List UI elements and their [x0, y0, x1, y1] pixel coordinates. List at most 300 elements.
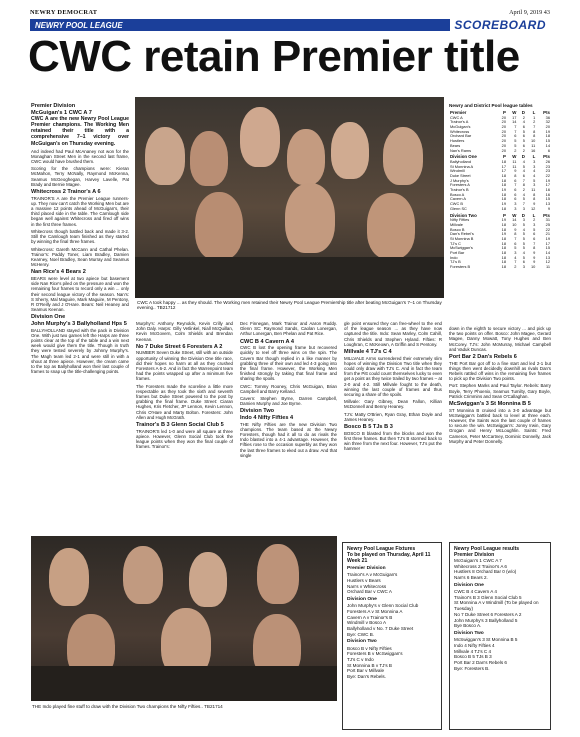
- paragraph: The Foresters made the scoreline a little more respectable as they took the sixth and seventh frames but Duke Street powered to the post by grabbing the final frame. Duke Street: Ciaran Hughes, Kris Fletcher, JP Lennon, Kevin Lennon, Chris O'Hare and Marty Bolton. Foresters: John Allen and Hugh McGrath.: [136, 383, 233, 420]
- results-box: [449, 542, 551, 730]
- team-name: Windmill: [450, 169, 465, 174]
- table-cell: 18: [501, 227, 506, 232]
- table-cell: 5: [522, 222, 525, 227]
- paragraph: Scoring for the champions were: Kieran McMahon, Terry McNally, Raymond McKenna, Seamus McGeoghegan, Harvey Lavelle, Pat Brady and Bernie Magee.: [31, 166, 129, 187]
- paragraph: Millvale: Gary Gibney, Dean Fallon, Killian McDonnell and Benny Heaney.: [344, 399, 442, 410]
- table-cell: 18: [501, 206, 506, 211]
- table-cell: 9: [533, 251, 536, 256]
- top-team-photo: [135, 97, 444, 298]
- lead-paragraph: CWC A are the new Newry Pool League Premier champions. The Working Men retained their title with a comprehensive 7–1 victory over McGuigan's on Thursday evening.: [31, 116, 129, 147]
- team-name: Orchard Bar: [450, 134, 472, 139]
- team-name: Nifty Fifties: [450, 218, 470, 223]
- table-cell: 5: [522, 236, 525, 241]
- section-heading: Whitecross 2 Trainor's A 6: [31, 189, 101, 196]
- column-header: D: [521, 110, 525, 115]
- table-cell: 20: [501, 139, 506, 144]
- table-cell: 4: [514, 255, 517, 260]
- table-cell: 17: [545, 241, 550, 246]
- column-header: Pts: [543, 212, 550, 218]
- bottom-team-photo: [31, 536, 337, 701]
- paragraph: Port: Stephen Marks and Paul Taylor. Rebels: Barry Boyle, Terry Phoenix, Seamus Tumilty, Gary Boyle, Patrick Crimmins and Sean O'Callaghan.: [449, 383, 551, 399]
- team-name: CWC B: [450, 202, 463, 207]
- table-cell: 19: [501, 232, 506, 237]
- column-header: P: [503, 212, 506, 218]
- table-cell: 5: [522, 129, 525, 134]
- section-heading: John Murphy's 3 Ballyholland Hps 5: [31, 320, 127, 327]
- table-cell: 26: [545, 159, 550, 164]
- table-cell: 11: [512, 159, 517, 164]
- box-line: Bye: CWC B.: [347, 631, 375, 637]
- table-cell: 4: [522, 169, 525, 174]
- table-cell: 3: [533, 164, 536, 169]
- team-name: Millvale: [450, 222, 463, 227]
- table-cell: 6: [522, 134, 525, 139]
- paragraph: Cavern: Stephen Byrne, Darren Campbell, Damien Murphy and Joe Byrne.: [240, 396, 337, 407]
- table-cell: 9: [533, 255, 536, 260]
- table-cell: 4: [522, 227, 525, 232]
- table-cell: 6: [533, 236, 536, 241]
- team-name: Dan's Rebel's: [450, 232, 474, 237]
- article-column-4: [344, 321, 442, 536]
- paragraph: BEARS were level at two apiece but basement side Nan Rice's piled on the pressure and won the remaining four frames to record only a win ... only their second league victory of the season. Nan's: S Sherry, Mal Maguire, Mark Maguire, M Pentony, R O'Reilly and J O'Hare. Bears: Neil Heaney and Seamus Keenan.: [31, 275, 129, 313]
- box-section-heading: Division Two: [347, 639, 377, 645]
- section-heading: McGuigan's 1 CWC A 7: [31, 109, 92, 116]
- table-cell: 10: [512, 222, 517, 227]
- column-header: L: [532, 154, 536, 160]
- box-line: Indo 4 Nifty Fifties 4: [454, 642, 495, 648]
- table-cell: 10: [531, 265, 536, 270]
- table-cell: 18: [501, 222, 506, 227]
- column-header: Pts: [543, 110, 550, 115]
- paragraph: ST Monnina B cruised into a 3-0 advantage but McSwiggan's battled back to level at three each. However, the Saints won the last couple of frames to secure the win. McSwiggan's: Jonny Irwin, Gary Grogan and Henry McLoughlin. Saints: Fred Cameron, Peter McCartney, Dominic Donnelly, Jack Murphy and Peter Donnelly.: [449, 407, 551, 444]
- box-title: Premier Division: [454, 552, 495, 558]
- section-heading: Millvale 4 TJ's C 4: [344, 349, 392, 356]
- section-heading: Nan Rice's 4 Bears 2: [31, 269, 86, 276]
- table-cell: 3: [522, 265, 525, 270]
- table-cell: 5: [514, 139, 517, 144]
- column-header: L: [532, 212, 536, 218]
- table-cell: 20: [501, 143, 506, 148]
- box-line: Foresters B v McSwiggan's: [347, 651, 403, 657]
- section-banner: [30, 19, 550, 31]
- section-heading: CWC B 4 Cavern A 4: [240, 338, 294, 345]
- box-line: Cavern A v Trainor's B: [347, 614, 393, 620]
- tables-title: Newry and District Pool league tables: [449, 103, 533, 108]
- box-line: TJ's C v Indo: [347, 657, 374, 663]
- section-label: NEWRY POOL LEAGUE: [35, 20, 123, 30]
- table-cell: 18: [501, 159, 506, 164]
- table-cell: 6: [522, 143, 525, 148]
- column-header: Pts: [543, 154, 550, 160]
- table-cell: 14: [545, 143, 550, 148]
- box-line: Nan's 6 Bears 2.: [454, 575, 488, 581]
- table-cell: 19: [545, 129, 550, 134]
- table-cell: 16: [531, 148, 536, 153]
- table-cell: 2: [514, 265, 517, 270]
- table-cell: 13: [545, 202, 550, 207]
- box-line: John Murphy's 3 Ballyholland 5: [454, 617, 518, 623]
- table-cell: 7: [514, 260, 517, 265]
- table-cell: 6: [522, 125, 525, 129]
- table-cell: 20: [501, 129, 506, 134]
- box-section-heading: Division One: [347, 597, 377, 603]
- top-photo-caption: CWC A took happy ... as they should. The Working men retained their Newry Pool League Premiership title after beating McGuigan's 7–1 on Thursday evening.. TB21712: [137, 300, 442, 311]
- column-header: W: [512, 154, 517, 160]
- paragraph: BOSCO B blasted from the blocks and won the first three frames. But then TJ's B stormed back to win three from the next four. However, TJ's put the hammer: [344, 430, 442, 452]
- table-cell: 9: [533, 202, 536, 207]
- table-cell: 12: [531, 206, 536, 211]
- table-cell: 18: [501, 178, 506, 183]
- table-cell: 5: [522, 139, 525, 144]
- box-section-heading: Premier Division: [347, 566, 386, 571]
- section-heading: No 7 Duke Street 6 Foresters A 2: [136, 343, 223, 350]
- table-cell: 6: [522, 260, 525, 265]
- table-cell: 7: [514, 236, 517, 241]
- table-cell: 7: [533, 241, 536, 246]
- team-name: Ballyholland: [450, 159, 471, 164]
- table-cell: 15: [545, 246, 550, 251]
- paragraph: CWC B lost the opening frame but recovered quickly to reel off three wins on the spin. The Cavern Bar though replied in a like manner by grabbing three of their own and led 4-3 going into the final frame. However, the Working Men finished strongly by taking that final frame and sharing the spoils.: [240, 345, 337, 382]
- table-cell: 31: [545, 218, 550, 223]
- table-cell: 6: [514, 134, 517, 139]
- box-line: McGuigan's 1 CWC A 7: [454, 558, 502, 563]
- section-heading: Premier Division: [31, 103, 76, 109]
- table-cell: 18: [501, 265, 506, 270]
- table-cell: 1: [533, 115, 536, 120]
- table-cell: 8: [514, 232, 517, 237]
- paragraph: THE Nifty Fifties are the new Division Two champions. The team based at the Newry Foresters, though had it all to do as rivals the Indo blasted into a 4-1 advantage. However, the Fifties rose to the occasion superbly as they won the last three frames to eked out a draw. And that single: [240, 421, 337, 458]
- table-cell: 7: [514, 183, 517, 188]
- table-cell: 11: [531, 143, 536, 148]
- table-cell: 19: [545, 178, 550, 183]
- bottom-photo-caption: THE Indo played fine stuff to draw with the Division Two champions the Nifty Fifties.. TB21714: [32, 704, 223, 709]
- division-header-row: [449, 212, 551, 219]
- box-line: St Monnina B v TJ's B: [347, 662, 392, 668]
- box-line: Millvale 4 TJ's C 4: [454, 648, 492, 654]
- box-line: CWC B 4 Cavern A 4: [454, 589, 497, 595]
- table-cell: 15: [545, 139, 550, 144]
- table-cell: 16: [545, 192, 550, 197]
- table-cell: 9: [514, 227, 517, 232]
- paragraph: gle point ensured they can free-wheel to the end of the league season ... as they have now captured the title. Indo: Sean Marley, Colm Cahill, Chris Shields and Stephen Hyland. Fifties: R Loughran, C McKeown, A Griffin and S Pentony.: [344, 321, 442, 347]
- section-heading: McSwiggan's 3 St Monnina B 5: [449, 401, 531, 408]
- table-cell: 20: [501, 115, 506, 120]
- table-cell: 3: [514, 206, 517, 211]
- issue-date: April 9, 2019 43: [509, 9, 550, 16]
- table-cell: 8: [533, 192, 536, 197]
- team-name: Glenn SC: [450, 206, 467, 211]
- table-cell: 4: [533, 169, 536, 174]
- box-title: To be played on Thursday, April 11: [347, 552, 431, 558]
- table-cell: 18: [501, 260, 506, 265]
- table-cell: 9: [547, 206, 550, 211]
- column-header: D: [521, 212, 525, 218]
- table-cell: 20: [501, 120, 506, 125]
- table-cell: 20: [501, 148, 506, 153]
- article-column-2: [136, 321, 233, 536]
- table-cell: 2: [533, 120, 536, 125]
- table-cell: 11: [512, 164, 517, 169]
- team-name: Nan's Rams: [450, 148, 472, 153]
- table-cell: 5: [533, 227, 536, 232]
- table-cell: 19: [545, 236, 550, 241]
- table-cell: 36: [545, 115, 550, 120]
- section-heading: Bosco B 5 TJs B 3: [344, 424, 393, 431]
- table-cell: 6: [514, 241, 517, 246]
- table-cell: 8: [533, 246, 536, 251]
- table-cell: 16: [545, 188, 550, 193]
- table-cell: 20: [501, 125, 506, 129]
- table-row: [449, 265, 551, 270]
- box-line: Nan's v Whitecross: [347, 583, 387, 589]
- table-cell: 20: [501, 134, 506, 139]
- table-cell: 18: [545, 134, 550, 139]
- table-cell: 7: [522, 178, 525, 183]
- box-line: Orchard Bar v CWC A: [347, 589, 392, 595]
- table-cell: 19: [501, 218, 506, 223]
- table-cell: 23: [545, 164, 550, 169]
- table-cell: 21: [545, 232, 550, 237]
- table-cell: 11: [531, 188, 536, 193]
- table-cell: 2: [522, 148, 525, 153]
- table-cell: 18: [501, 255, 506, 260]
- table-cell: 6: [547, 148, 550, 153]
- table-cell: 6: [514, 178, 517, 183]
- table-cell: 5: [522, 164, 525, 169]
- team-name: CWC A: [450, 115, 463, 120]
- paragraph: down in the eighth to secure victory ... and pick up the two points on offer. Bosco: John Magee, Gerard Magee, Danny Mowatt, Tony Hughes and Ben McCorey. TJ's: John McMurray, Michael Campbell and Vaduk Duncas.: [449, 326, 551, 352]
- box-line: McSwiggan's 3 St Monnina B 5: [454, 637, 518, 643]
- table-cell: 2: [522, 115, 525, 120]
- box-section-heading: Division One: [454, 582, 484, 588]
- table-cell: 3: [522, 206, 525, 211]
- table-cell: 5: [533, 178, 536, 183]
- table-cell: 6: [514, 197, 517, 202]
- article-column-3: [240, 321, 337, 536]
- team-name: Bosco B: [450, 227, 465, 232]
- section-heading: Division One: [31, 314, 66, 321]
- table-cell: 17: [545, 183, 550, 188]
- box-title: Week 21: [347, 558, 368, 564]
- paragraph: TRAINOR'S A are the Premier League runners-up. They now can't catch the Working Men but are a massive 12 points ahead of McGuigan's, their third placed side in the table. The Camlough side began well against Whitecross and fired off wins in the first three frames.: [31, 195, 129, 227]
- table-cell: 22: [545, 227, 550, 232]
- team-name: Hustlers: [450, 139, 465, 144]
- table-cell: 6: [533, 232, 536, 237]
- table-cell: 13: [545, 255, 550, 260]
- table-cell: 14: [512, 120, 517, 125]
- table-cell: 23: [545, 169, 550, 174]
- table-cell: 5: [522, 232, 525, 237]
- table-cell: 18: [501, 251, 506, 256]
- division-header-row: [449, 153, 551, 160]
- paragraph: NUMBER Seven Duke Street, still with an outside opportunity of winning the Division One title race, did their hopes no harm at all as they crushed Foresters A 6-2. And in fact the Warrenpoint team had the points wrapped up after a minimum five frames.: [136, 350, 233, 382]
- table-cell: 20: [545, 125, 550, 129]
- table-cell: 8: [533, 197, 536, 202]
- division-header-row: [449, 109, 551, 116]
- column-header: W: [512, 212, 517, 218]
- table-cell: 14: [545, 251, 550, 256]
- box-line: No 7 Duke Street 6 Foresters A 2: [454, 611, 522, 617]
- box-line: John Murphy's v Glenn Social Club: [347, 603, 419, 609]
- fixtures-box: [342, 542, 442, 730]
- table-cell: 2: [522, 188, 525, 193]
- table-cell: 4: [522, 251, 525, 256]
- section-heading: Indo 4 Nifty Fifties 4: [240, 415, 294, 422]
- box-line: Port Bar v Millvale: [347, 668, 385, 674]
- league-tables: [449, 103, 551, 321]
- table-cell: 5: [514, 143, 517, 148]
- box-line: Hustlers v Bears: [347, 577, 381, 583]
- table-cell: 8: [533, 129, 536, 134]
- column-header: P: [503, 110, 506, 115]
- column-header: D: [521, 154, 525, 160]
- table-cell: 6: [514, 192, 517, 197]
- box-line: Hustlers 8 Orchard Bar 0 (w/o): [454, 569, 517, 575]
- team-name: Whitecross: [450, 129, 470, 134]
- division-name: Premier: [450, 110, 467, 115]
- team-name: McGuigan's: [450, 125, 471, 129]
- division-name: Division One: [450, 154, 477, 160]
- column-header: P: [503, 154, 506, 160]
- team-name: Foresters B: [450, 265, 471, 270]
- team-name: Bears: [450, 143, 461, 148]
- table-cell: 18: [501, 246, 506, 251]
- team-name: Port Bar: [450, 251, 465, 256]
- section-heading: Division Two: [240, 408, 275, 415]
- table-cell: 8: [514, 173, 517, 178]
- table-cell: 3: [533, 183, 536, 188]
- team-name: Bosco A: [450, 192, 465, 197]
- table-cell: 7: [514, 129, 517, 134]
- table-cell: 25: [545, 222, 550, 227]
- column-header: W: [512, 110, 517, 115]
- table-cell: 18: [501, 173, 506, 178]
- team-name: Duke Street: [450, 173, 471, 178]
- table-cell: 19: [501, 188, 506, 193]
- table-cell: 10: [531, 139, 536, 144]
- scoreboard-label: SCOREBOARD: [450, 18, 550, 32]
- table-cell: 4: [533, 173, 536, 178]
- box-line: Windmill v Bosco A: [347, 620, 387, 626]
- box-line: Port Bar 2 Dan's Rebels 6: [454, 659, 507, 665]
- box-line: Bye Bosco A.: [454, 623, 482, 629]
- box-line: Bye: Foresters B.: [454, 665, 490, 671]
- article-column-1: [31, 103, 129, 535]
- table-cell: 5: [522, 197, 525, 202]
- team-name: Cavern A: [450, 197, 467, 202]
- paragraph: Murphy's: Anthony Reynolds, Kevin Crilly and John Daly. Harps: Gilly Vetlinkel, Niall McQuillan, Kevin McGovern, Colm Shields and Brendan Keenan.: [136, 321, 233, 342]
- team-name: TJ's C: [450, 241, 461, 246]
- team-name: Trainor's B: [450, 188, 469, 193]
- box-line: Bosco B v Nifty Fifties: [347, 645, 392, 651]
- table-cell: 18: [501, 197, 506, 202]
- table-cell: 3: [533, 222, 536, 227]
- team-name: St Monnina A: [450, 164, 474, 169]
- table-cell: 17: [501, 164, 506, 169]
- table-cell: 18: [501, 192, 506, 197]
- paragraph: TRAINOR'S led 1-0 and were all square at three apiece. However, Glenn Social Club took the league points when they won the final couple of frames. Trainor's:: [136, 428, 233, 450]
- box-line: St Monnina A v Windmill (To be played on Tuesday): [454, 600, 539, 612]
- paragraph: Whitecross though battled back and made it 3-2. Still the Camlough team finished as they started by winning the final three frames.: [31, 228, 129, 245]
- table-cell: 3: [522, 218, 525, 223]
- table-cell: 2: [514, 148, 517, 153]
- section-heading: Port Bar 2 Dan's Rebels 6: [449, 354, 517, 361]
- team-name: J Murphy's: [450, 178, 469, 183]
- table-cell: 19: [501, 202, 506, 207]
- team-name: Indo: [450, 255, 458, 260]
- paragraph: THE Port Bar got off to a fine start and led 2-1 but things then went decidedly downhill as rivals Dan's Rebels rattled off wins in the remaining five frames to pick up the Division Two points.: [449, 360, 551, 382]
- masthead: [30, 9, 550, 18]
- team-name: TJ's B: [450, 260, 461, 265]
- paragraph: TJ's: Matty O'Brien, Ryan Gray, Ethan Doyle and James Heaney.: [344, 411, 442, 422]
- paragraph: MILLVALE Arms surrendered their extremely slim hopes of winning the Division Two title when they could only draw with TJ's C. And in fact the team from the Pitt could count themselves lucky to even get a point as they twice trailed by two frames – at 2-0 and 4-2. Still Millvale fought to the death, winning the last couple of frames and thus securing a share of the spoils.: [344, 355, 442, 398]
- team-name: St Monnina B: [450, 236, 474, 241]
- table-cell: 6: [514, 188, 517, 193]
- paragraph: And indeed had Paul McAnaney not won for the Monaghan Street Men in the second last frame, CWC would have brushed them.: [31, 148, 129, 165]
- paragraph: Whitecross: Gareth McCann and Cathal Phelan. Trainor's: Paddy Toner, Liam Bradley, Damien Kearney, Noel Bradley, Sean Murray and Seamus McHenry.: [31, 246, 129, 268]
- table-cell: 18: [501, 236, 506, 241]
- team-name: Trainor's A: [450, 120, 469, 125]
- table-cell: 32: [545, 120, 550, 125]
- table-cell: 12: [545, 260, 550, 265]
- box-title: Newry Pool League results: [454, 546, 520, 552]
- table-cell: 18: [501, 241, 506, 246]
- table-cell: 5: [514, 246, 517, 251]
- table-cell: 4: [522, 120, 525, 125]
- section-heading: Trainor's B 3 Glenn Social Club 5: [136, 422, 224, 429]
- table-cell: 9: [514, 169, 517, 174]
- table-cell: 18: [501, 183, 506, 188]
- table-cell: 17: [512, 115, 517, 120]
- box-line: Foresters A v St Monnina A: [347, 608, 403, 614]
- column-header: L: [532, 110, 536, 115]
- table-cell: 15: [545, 197, 550, 202]
- team-name: Foresters A: [450, 183, 470, 188]
- division-name: Division Two: [450, 212, 477, 218]
- box-line: Trainor's A v McGuigan's: [347, 572, 398, 578]
- table-cell: 8: [522, 183, 525, 188]
- table-cell: 17: [501, 169, 506, 174]
- headline: CWC retain Premier title: [28, 32, 520, 81]
- table-cell: 3: [533, 159, 536, 164]
- box-line: Bye: Dan's Rebels.: [347, 674, 386, 680]
- team-name: McSwiggan's: [450, 246, 473, 251]
- box-line: Whitecross 2 Trainor's A 6: [454, 563, 507, 569]
- table-cell: 22: [545, 173, 550, 178]
- table-cell: 5: [522, 246, 525, 251]
- paragraph: CWC: Tommy Rooney, Chris McGuigan, Brian Campbell and Barry Kelland.: [240, 383, 337, 394]
- box-section-heading: Division Two: [454, 630, 484, 636]
- league-table: [449, 109, 551, 270]
- newspaper-name: NEWRY DEMOCRAT: [30, 9, 98, 16]
- box-line: Bosco B 5 TJs B 3: [454, 654, 492, 660]
- table-cell: 11: [545, 265, 550, 270]
- box-line: Ballyholland v No. 7 Duke Street: [347, 626, 414, 632]
- table-cell: 2: [533, 218, 536, 223]
- box-title: Newry Pool League Fixtures: [347, 546, 416, 552]
- table-cell: 3: [514, 251, 517, 256]
- table-cell: 7: [533, 125, 536, 129]
- table-cell: 7: [514, 125, 517, 129]
- table-cell: 6: [522, 173, 525, 178]
- table-cell: 5: [522, 255, 525, 260]
- table-cell: 3: [514, 202, 517, 207]
- table-cell: 4: [522, 192, 525, 197]
- table-cell: 9: [533, 260, 536, 265]
- table-cell: 5: [522, 241, 525, 246]
- table-cell: 8: [533, 134, 536, 139]
- box-line: Trainor's B 3 Glenn Social Club 5: [454, 594, 522, 600]
